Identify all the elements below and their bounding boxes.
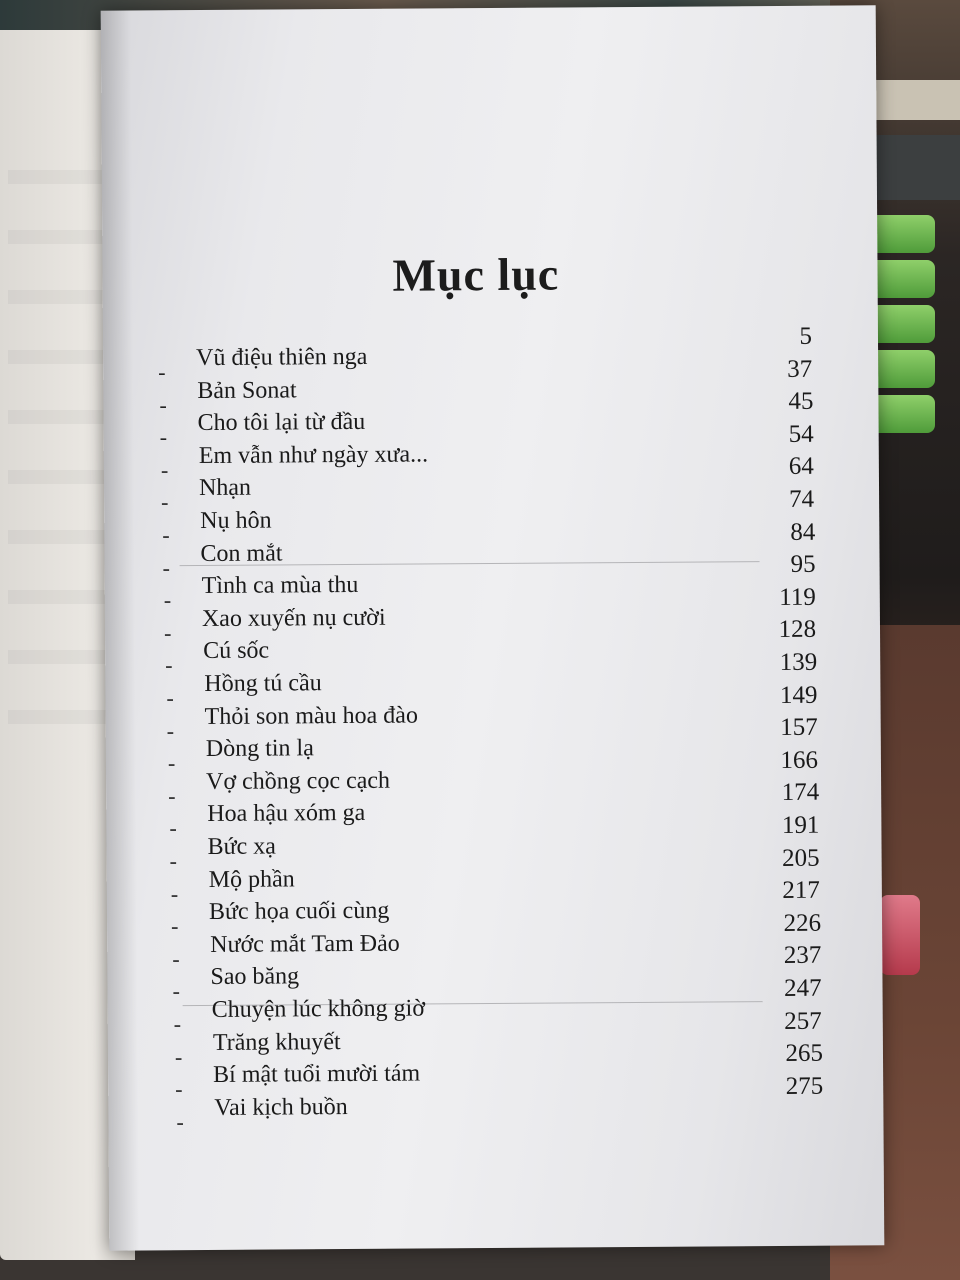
entry-title: Vợ chồng cọc cạch <box>205 767 391 795</box>
entry-page-number: 247 <box>783 974 822 1002</box>
entry-title: Bức xạ <box>207 833 276 860</box>
entry-title: Trăng khuyết <box>212 1028 341 1056</box>
entry-title: Hoa hậu xóm ga <box>207 800 366 828</box>
table-of-contents-page <box>101 5 885 1250</box>
entry-dash: - <box>162 554 170 580</box>
entry-title: Cho tôi lại từ đầu <box>197 409 366 437</box>
shelf-book <box>870 135 960 200</box>
entry-title: Hồng tú cầu <box>204 670 322 698</box>
entry-title: Tình ca mùa thu <box>201 572 359 600</box>
entry-page-number: 217 <box>782 876 820 905</box>
entry-title: Vũ điệu thiên nga <box>196 343 368 372</box>
entry-page-number: 64 <box>788 453 814 481</box>
entry-dash: - <box>172 945 180 972</box>
entry-title: Thỏi son màu hoa đào <box>204 702 418 730</box>
entry-dash: - <box>170 880 179 906</box>
entry-title: Sao băng <box>210 963 300 991</box>
entry-dash: - <box>162 522 170 548</box>
entry-dash: - <box>166 685 174 711</box>
entry-dash: - <box>161 489 169 515</box>
entry-title: Bí mật tuổi mười tám <box>213 1060 421 1089</box>
entry-page-number: 275 <box>785 1072 824 1100</box>
entry-dash: - <box>166 717 175 743</box>
entry-title: Con mắt <box>200 540 283 567</box>
entry-title: Cú sốc <box>203 637 270 665</box>
entry-page-number: 257 <box>784 1007 822 1035</box>
entry-title: Xao xuyến nụ cười <box>201 604 386 632</box>
entry-title: Em vẫn như ngày xưa... <box>198 441 429 469</box>
entry-page-number: 157 <box>780 713 818 742</box>
entry-page-number: 95 <box>790 550 816 579</box>
entry-page-number: 149 <box>779 681 818 709</box>
entry-page-number: 119 <box>779 583 816 611</box>
entry-dash: - <box>175 1076 183 1102</box>
entry-dash: - <box>172 978 180 1004</box>
entry-page-number: 128 <box>778 616 817 644</box>
entry-title: Bản Sonat <box>197 376 297 404</box>
entry-dash: - <box>159 424 168 450</box>
entry-page-number: 37 <box>787 355 813 383</box>
entry-page-number: 74 <box>789 485 815 513</box>
entry-dash: - <box>174 1043 183 1069</box>
entry-title: Dòng tin lạ <box>205 735 314 763</box>
entry-page-number: 45 <box>788 387 814 416</box>
entry-title: Bức họa cuối cùng <box>208 897 390 926</box>
entry-dash: - <box>160 457 169 483</box>
entry-page-number: 191 <box>781 811 820 839</box>
entry-dash: - <box>163 620 172 646</box>
entry-dash: - <box>158 359 166 385</box>
entry-dash: - <box>176 1108 184 1135</box>
entry-page-number: 205 <box>782 844 820 872</box>
entry-title: Nước mắt Tam Đảo <box>210 930 400 958</box>
shelf-book <box>870 80 960 120</box>
entry-page-number: 139 <box>779 648 818 676</box>
toc-entry <box>158 322 813 385</box>
entry-title: Mộ phần <box>208 865 295 893</box>
entry-page-number: 166 <box>780 746 819 774</box>
entry-dash: - <box>169 848 178 874</box>
candy-wrapper <box>880 895 920 975</box>
entry-title: Vai kịch buồn <box>214 1093 348 1121</box>
entry-dash: - <box>163 587 172 613</box>
entry-page-number: 54 <box>788 420 814 448</box>
page-title: Mục lục <box>392 248 560 301</box>
entry-page-number: 5 <box>799 322 813 350</box>
entry-page-number: 237 <box>783 942 822 970</box>
entry-dash: - <box>170 913 179 939</box>
entry-dash: - <box>167 750 176 776</box>
entry-title: Nụ hôn <box>200 507 272 535</box>
entry-dash: - <box>168 783 176 809</box>
entry-title: Nhạn <box>198 475 252 502</box>
entry-dash: - <box>165 652 173 678</box>
entry-dash: - <box>159 391 167 417</box>
entry-page-number: 84 <box>790 518 816 546</box>
entry-page-number: 226 <box>783 909 822 937</box>
entry-dash: - <box>173 1011 182 1037</box>
entry-dash: - <box>169 815 177 841</box>
entry-title: Chuyện lúc không giờ <box>211 995 426 1023</box>
entry-page-number: 265 <box>785 1039 824 1068</box>
toc-list <box>158 322 824 1135</box>
entry-page-number: 174 <box>781 779 820 807</box>
